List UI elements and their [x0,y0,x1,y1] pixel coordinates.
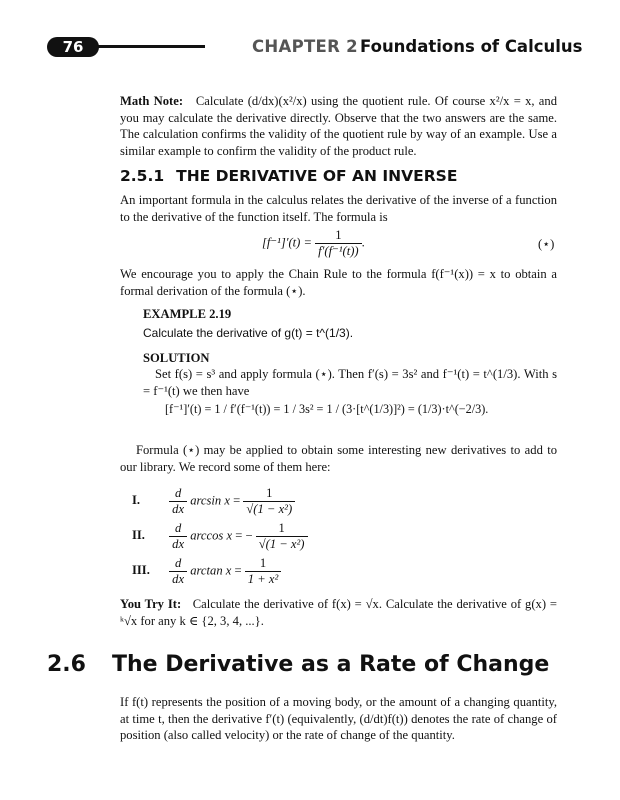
you-try-it-label: You Try It [120,597,177,611]
derivative-fraction [243,486,295,517]
math-note: Math Note: Calculate (d/dx)(x²/x) using the quotient rule. Of course x²/x = x, and you may calculate the derivative directly. Observe that the two answers are the same. The calculation confirms the validity of the quotient rule by way of an example. Use a similar example to confirm the validity of the product rule. [120,94,557,158]
inverse-formula: [f⁻¹]′(t) = $\frac{1}{\text{f′(f⁻¹(t))}}$ . [262,228,365,258]
formula-numerator: 1 [315,228,361,244]
solution-text: Set f(s) = s³ and apply formula (⋆). Then f′(s) = 3s² and f⁻¹(t) = t^(1/3). With s = f⁻¹(t) we then have [143,367,557,398]
example-label: EXAMPLE 2.19 [143,307,232,321]
section-heading [120,167,457,185]
derivative-item: II. $\frac{d}{dx}$ arccos x = − $\frac{1}{\text{√(1 − x²)}}$ [132,521,308,552]
formula-denominator: f′(f⁻¹(t)) [318,244,359,258]
derivative-label: III. [132,563,150,578]
formula-tag: (⋆) [538,237,555,251]
formula-fraction [315,228,361,259]
derivative-label: II. [132,528,145,543]
solution-result: [f⁻¹]′(t) = 1 / f′(f⁻¹(t)) = 1 / 3s² = 1 / (3·[t^(1/3)]²) = (1/3)·t^(−2/3). [165,402,489,416]
derivative-denominator: √(1 − x²) [246,502,293,516]
d-dx: $\frac{d}{dx}$ [169,556,187,587]
derivative-function: arccos x [190,528,233,543]
you-try-it-text: Calculate the derivative of f(x) = √x. Calculate the derivative of g(x) = ᵏ√x for any k ∈ {2, 3, 4, ...}. [120,597,557,628]
derivative-label: I. [132,493,141,508]
section-heading-2-6 [47,652,549,677]
d-dx: $\frac{d}{dx}$ [169,486,187,517]
follow-up-text: Formula (⋆) may be applied to obtain some interesting new derivatives to add to our library. We record some of them here: [120,443,557,474]
derivative-fraction [256,521,308,552]
inverse-intro: An important formula in the calculus relates the derivative of the inverse of a function to the derivative of the function itself. The formula is [120,193,557,224]
derivative-numerator: 1 [256,521,308,537]
formula-lhs: [f⁻¹]′(t) = [262,235,313,250]
derivative-sign: − [245,528,253,543]
derivative-denominator: 1 + x² [247,572,279,586]
chain-rule-note: We encourage you to apply the Chain Rule to the formula f(f⁻¹(x)) = x to obtain a formal derivation of the formula (⋆). [120,267,557,298]
section-title: The Derivative as a Rate of Change [112,652,550,677]
derivative-function: arcsin x [190,493,230,508]
derivative-function: arctan x [190,563,232,578]
section-title: THE DERIVATIVE OF AN INVERSE [176,167,458,185]
solution-label: SOLUTION [143,351,210,365]
derivative-item: I. $\frac{d}{dx}$ arcsin x = $\frac{1}{\text{√(1 − x²)}}$ [132,486,295,517]
rate-of-change-text: If f(t) represents the position of a moving body, or the amount of a changing quantity, at time t, then the derivative f′(t) (equivalently, (d/dt)f(t)) denotes the rate of change of position (also called velocity) or the rate of change of the quantity. [120,695,557,743]
section-number: 2.5.1 [120,167,165,185]
section-number: 2.6 [47,652,86,677]
derivative-denominator: √(1 − x²) [258,537,305,551]
derivative-fraction [245,556,281,587]
header-rule [90,45,205,48]
d-dx: $\frac{d}{dx}$ [169,521,187,552]
example-prompt: Calculate the derivative of g(t) = t^(1/3). [143,326,354,340]
math-note-label: Math Note [120,94,179,108]
you-try-it: You Try It: Calculate the derivative of f(x) = √x. Calculate the derivative of g(x) = ᵏ√x for any k ∈ {2, 3, 4, ...}. [120,597,557,628]
derivative-item: III. $\frac{d}{dx}$ arctan x = $\frac{1}{\text{1 + x²}}$ [132,556,281,587]
page-number: 76 [47,37,99,57]
chapter-title: Foundations of Calculus [360,37,583,56]
derivative-numerator: 1 [243,486,295,502]
math-note-text: Calculate (d/dx)(x²/x) using the quotient rule. Of course x²/x = x, and you may calculate the derivative directly. Observe that the two answers are the same. The calculation confirms the validity of the quotient rule by way of an example. Use a similar example to confirm the validity of the product rule. [120,94,557,158]
chapter-label: CHAPTER 2 [252,37,358,56]
derivative-numerator: 1 [245,556,281,572]
